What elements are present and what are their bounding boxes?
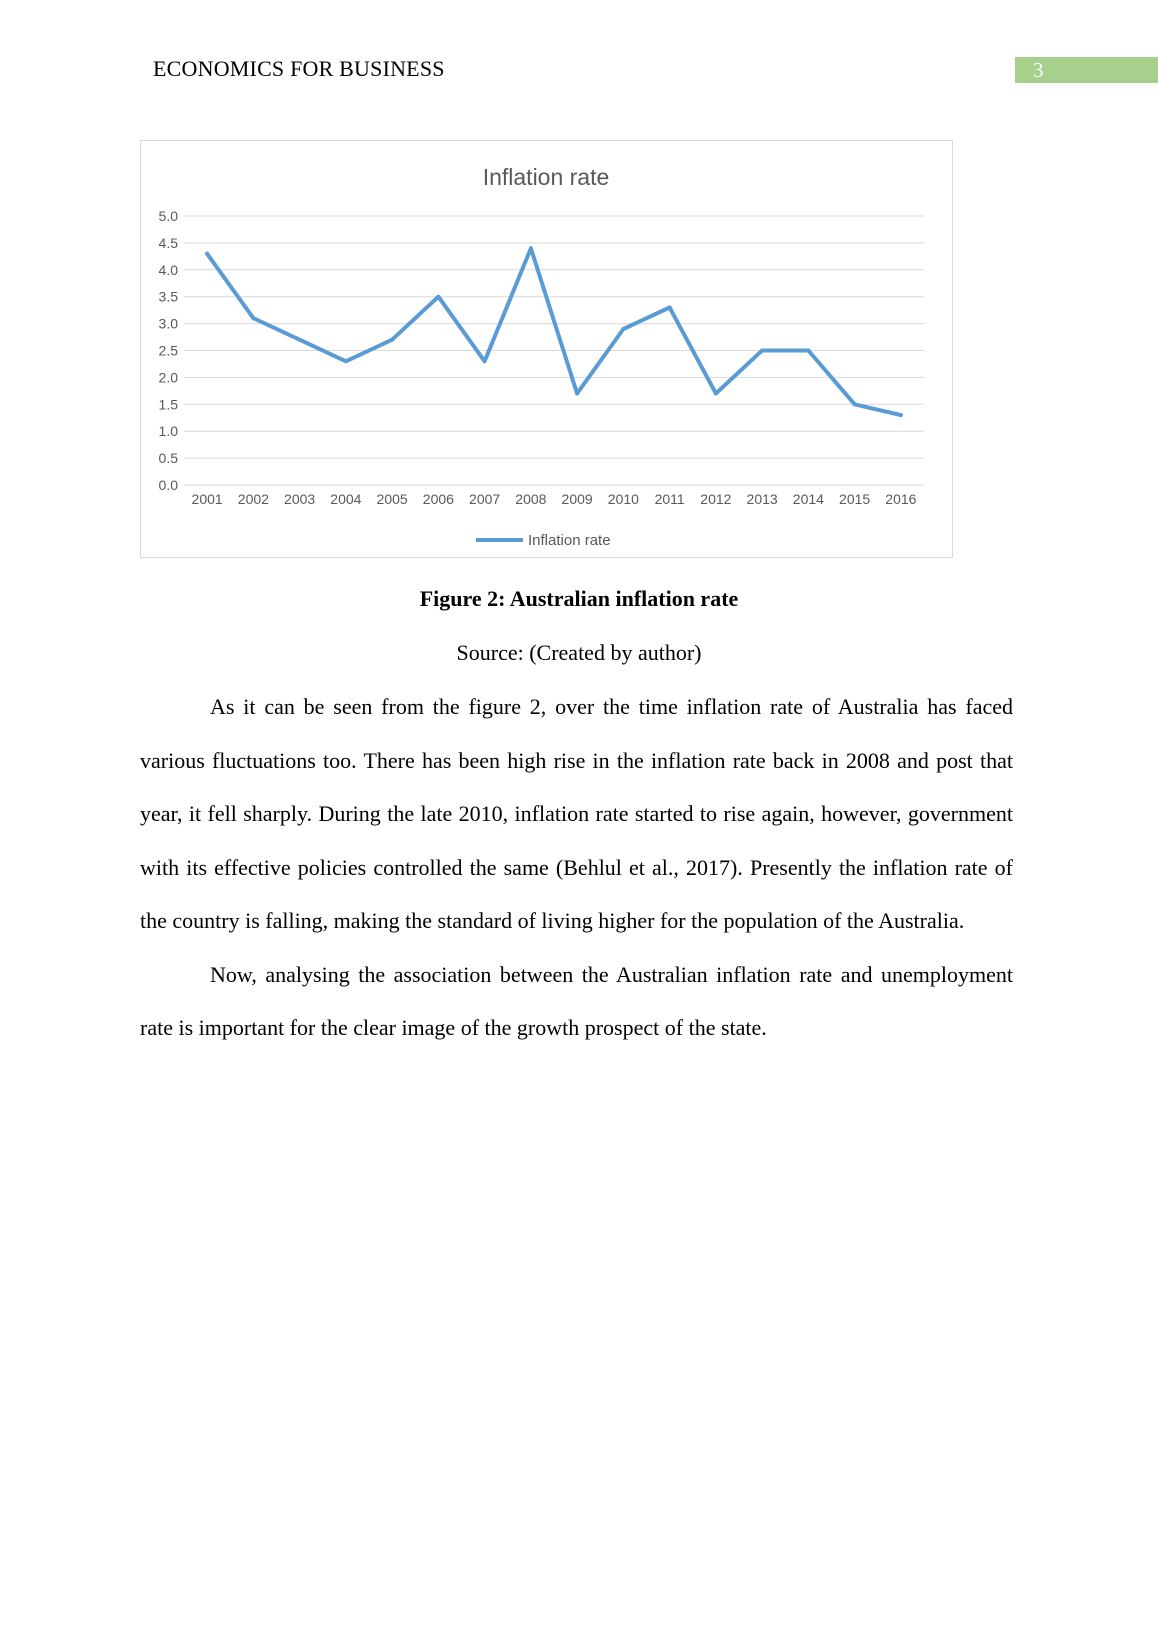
data-point-2014 [806, 349, 810, 353]
y-tick-label: 0.0 [158, 477, 178, 493]
x-tick-label: 2002 [237, 491, 269, 507]
y-tick-label: 1.0 [158, 423, 178, 440]
data-point-2012 [714, 392, 718, 396]
body-text [140, 680, 1013, 1055]
x-tick-label: 2016 [885, 491, 917, 507]
x-tick-label: 2001 [191, 491, 223, 507]
running-header-title: ECONOMICS FOR BUSINESS [153, 56, 445, 81]
data-point-2009 [575, 392, 579, 396]
y-tick-label: 3.5 [158, 288, 178, 305]
x-tick-label: 2007 [469, 491, 501, 507]
x-tick-label: 2013 [746, 491, 778, 507]
y-tick-label: 0.5 [158, 450, 178, 467]
data-point-2004 [344, 359, 348, 363]
legend-label: Inflation rate [528, 532, 611, 549]
x-tick-label: 2015 [839, 491, 871, 507]
x-tick-label: 2010 [607, 491, 639, 507]
y-tick-label: 4.5 [158, 234, 178, 251]
data-point-2008 [529, 246, 533, 250]
inflation-chart [140, 140, 953, 558]
data-point-2016 [899, 413, 903, 417]
data-point-2006 [436, 295, 440, 299]
figure-source: Source: (Created by author) [456, 640, 702, 665]
page-number-badge [1015, 57, 1158, 83]
data-point-2005 [390, 338, 394, 342]
x-tick-label: 2012 [700, 491, 732, 507]
x-tick-label: 2006 [422, 491, 454, 507]
x-tick-label: 2003 [284, 491, 316, 507]
y-tick-label: 4.0 [158, 261, 178, 278]
data-point-2010 [621, 327, 625, 331]
y-tick-label: 2.0 [158, 369, 178, 386]
x-tick-label: 2004 [330, 491, 362, 507]
y-tick-label: 3.0 [158, 315, 178, 332]
x-tick-label: 2011 [654, 491, 685, 507]
figure-caption: Figure 2: Australian inflation rate [419, 586, 739, 611]
series-line-inflation-rate [207, 248, 901, 415]
page-number: 3 [1033, 58, 1044, 82]
data-point-2013 [760, 349, 764, 353]
x-tick-label: 2008 [515, 491, 547, 507]
data-point-2011 [668, 305, 672, 309]
y-tick-label: 5.0 [158, 208, 178, 224]
paragraph-2: Now, analysing the association between the Australian inflation rate and unemployment rate is important for the clear image of the growth prospect of the state. [140, 961, 1013, 1040]
data-point-2003 [298, 338, 302, 342]
y-tick-label: 1.5 [158, 396, 178, 413]
chart-canvas [141, 141, 952, 557]
data-point-2001 [205, 252, 209, 256]
x-tick-label: 2005 [376, 491, 408, 507]
x-tick-label: 2014 [792, 491, 824, 507]
data-point-2007 [483, 359, 487, 363]
paragraph-1: As it can be seen from the figure 2, over the time inflation rate of Australia has faced various fluctuations too. There has been high rise in the inflation rate back in 2008 and post that year, it fell sharply. During the late 2010, inflation rate started to rise again, however, government with its effective policies controlled the same (Behlul et al., 2017). Presently the inflation rate of the country is falling, making the standard of living higher for the population of the Australia. [140, 694, 1013, 933]
x-tick-label: 2009 [561, 491, 593, 507]
chart-title: Inflation rate [482, 164, 610, 190]
data-point-2002 [251, 316, 255, 320]
y-tick-label: 2.5 [158, 342, 178, 359]
data-point-2015 [853, 402, 857, 406]
